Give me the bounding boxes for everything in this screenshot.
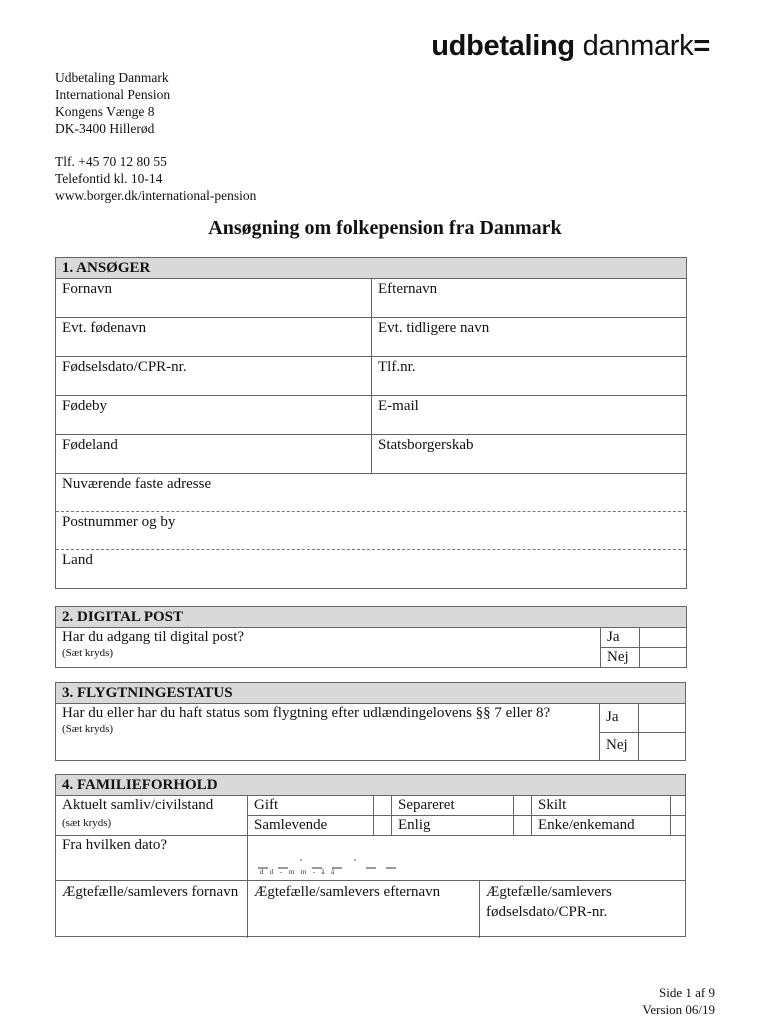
yes-label: Ja xyxy=(600,628,640,647)
yes-row xyxy=(600,628,686,648)
cpr-field[interactable]: Fødselsdato/CPR-nr. xyxy=(56,357,372,395)
yes-no-group xyxy=(600,628,686,667)
single-checkbox[interactable] xyxy=(513,816,532,835)
date-label: Fra hvilken dato? xyxy=(56,836,248,880)
question-row xyxy=(56,628,686,667)
option-separated: Separeret xyxy=(398,797,455,813)
yes-checkbox[interactable] xyxy=(640,628,686,647)
option-married: Gift xyxy=(254,797,279,813)
form-row xyxy=(56,279,686,318)
sender-address xyxy=(55,69,256,204)
question-cell xyxy=(56,704,599,760)
yes-row xyxy=(599,704,685,733)
address-line: International Pension xyxy=(55,87,171,102)
civil-status-row xyxy=(56,796,685,836)
question-cell xyxy=(56,628,600,667)
section-heading: 1. ANSØGER xyxy=(56,258,686,279)
spouse-first-name-field[interactable] xyxy=(56,881,248,938)
section-refugee-status xyxy=(55,682,686,761)
phone-field[interactable]: Tlf.nr. xyxy=(378,359,416,375)
section-applicant xyxy=(55,257,687,589)
birth-name-field[interactable]: Evt. fødenavn xyxy=(56,318,372,356)
section-heading: 3. FLYGTNINGESTATUS xyxy=(56,683,685,704)
form-row xyxy=(56,357,686,396)
address-field[interactable]: Nuværende faste adresse xyxy=(56,474,686,512)
form-row xyxy=(56,435,686,474)
widowed-checkbox[interactable] xyxy=(670,816,685,835)
address-line: DK-3400 Hillerød xyxy=(55,121,155,136)
email-field[interactable]: E-mail xyxy=(378,398,419,414)
logo-mark: = xyxy=(693,30,710,62)
question-text: Har du eller har du haft status som flygtning efter udlændingelovens §§ 7 eller 8? xyxy=(62,705,551,721)
option-cohabiting: Samlevende xyxy=(254,817,328,833)
no-row xyxy=(600,648,686,667)
version-text: Version 06/19 xyxy=(642,1002,715,1017)
phone-line: Tlf. +45 70 12 80 55 xyxy=(55,154,167,169)
no-label: Nej xyxy=(599,733,639,760)
section-heading: 2. DIGITAL POST xyxy=(56,607,686,628)
country-field[interactable]: Land xyxy=(62,552,93,568)
hint-text: (sæt kryds) xyxy=(62,817,112,829)
address-line: Kongens Vænge 8 xyxy=(55,104,155,119)
yes-no-group xyxy=(599,704,685,760)
date-format-text: d d - m m - å å xyxy=(260,868,336,876)
civil-label: Aktuelt samliv/civilstand xyxy=(62,797,214,813)
section-family xyxy=(55,774,686,937)
last-name-field[interactable]: Efternavn xyxy=(378,281,438,297)
website-link[interactable]: www.borger.dk/international-pension xyxy=(55,188,257,203)
hours-line: Telefontid kl. 10-14 xyxy=(55,171,163,186)
cohabiting-checkbox[interactable] xyxy=(373,816,392,835)
question-text: Har du adgang til digital post? xyxy=(62,629,245,645)
postal-city-field[interactable]: Postnummer og by xyxy=(56,512,686,550)
spouse-cpr-field[interactable] xyxy=(480,881,685,938)
option-widowed: Enke/enkemand xyxy=(538,817,635,833)
citizenship-field[interactable]: Statsborgerskab xyxy=(378,437,474,453)
married-checkbox[interactable] xyxy=(373,796,392,815)
page-title: Ansøgning om folkepension fra Danmark xyxy=(208,217,562,239)
no-label: Nej xyxy=(600,648,640,667)
birth-country-field[interactable]: Fødeland xyxy=(56,435,372,473)
no-row xyxy=(599,733,685,760)
yes-label: Ja xyxy=(599,704,639,732)
hint-text: (Sæt kryds) xyxy=(62,647,114,659)
hint-text: (Sæt kryds) xyxy=(62,723,114,735)
spouse-last-label: Ægtefælle/samlevers efternavn xyxy=(254,884,441,900)
no-checkbox[interactable] xyxy=(639,733,685,760)
civil-label-cell xyxy=(56,796,248,835)
yes-checkbox[interactable] xyxy=(639,704,685,732)
page-footer xyxy=(642,984,715,1018)
first-name-field[interactable]: Fornavn xyxy=(56,279,372,317)
page-number: Side 1 af 9 xyxy=(659,985,715,1000)
logo-text-light: danmark xyxy=(574,30,694,62)
separated-checkbox[interactable] xyxy=(513,796,532,815)
option-divorced: Skilt xyxy=(538,797,567,813)
birth-city-field[interactable]: Fødeby xyxy=(56,396,372,434)
brand-logo xyxy=(431,30,710,63)
spouse-cpr-label: Ægtefælle/samlevers fødselsdato/CPR-nr. xyxy=(486,884,612,920)
date-row xyxy=(56,836,685,881)
no-checkbox[interactable] xyxy=(640,648,686,667)
section-heading: 4. FAMILIEFORHOLD xyxy=(56,775,685,796)
section-digital-post xyxy=(55,606,687,668)
address-line: Udbetaling Danmark xyxy=(55,70,169,85)
options-row xyxy=(248,816,685,835)
form-row xyxy=(56,318,686,357)
spouse-last-name-field[interactable] xyxy=(248,881,480,938)
previous-name-field[interactable]: Evt. tidligere navn xyxy=(378,320,490,336)
civil-options xyxy=(248,796,685,835)
logo-text-bold: udbetaling xyxy=(431,30,575,62)
form-row xyxy=(56,396,686,435)
divorced-checkbox[interactable] xyxy=(670,796,685,815)
option-single: Enlig xyxy=(398,817,431,833)
question-row xyxy=(56,704,685,760)
options-row xyxy=(248,796,685,816)
date-input[interactable] xyxy=(248,836,685,880)
spouse-row xyxy=(56,881,685,938)
spouse-first-label: Ægtefælle/samlevers fornavn xyxy=(62,884,239,900)
